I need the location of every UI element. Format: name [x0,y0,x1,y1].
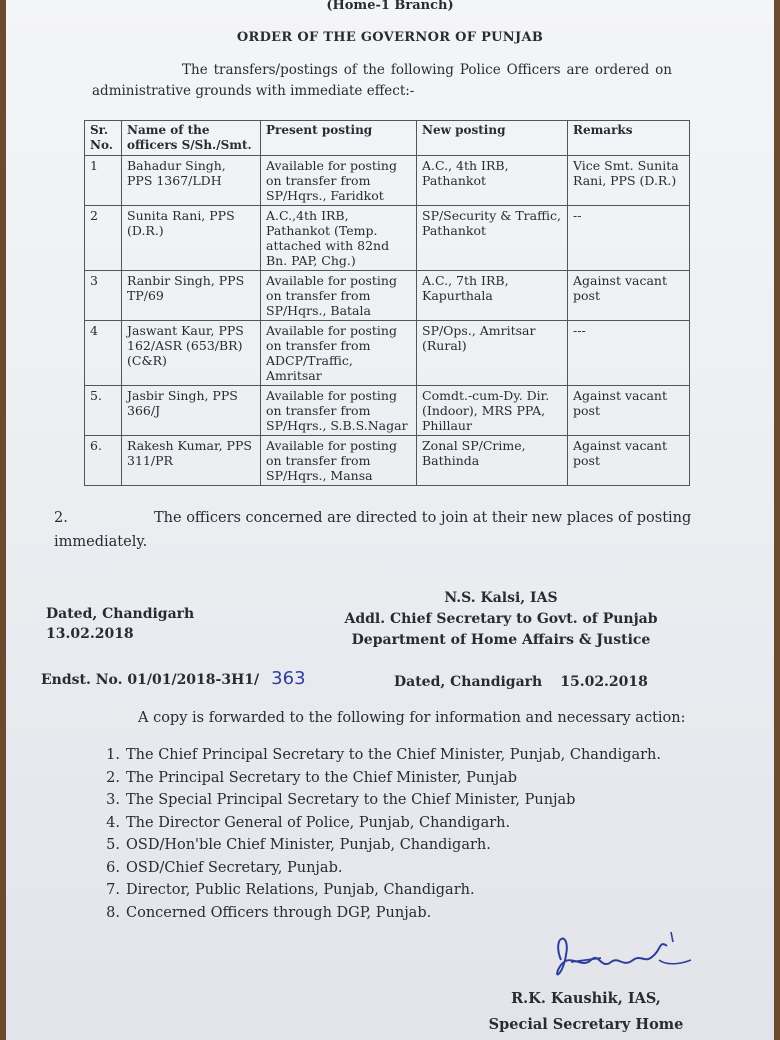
table-row [85,206,690,271]
cell-sr: 1 [85,156,122,206]
list-item: 3. The Special Principal Secretary to the Chief Minister, Punjab [106,792,576,808]
cell-present: Available for posting on transfer from SP/Hqrs., Faridkot [261,156,417,206]
table-row [85,156,690,206]
cell-present: Available for posting on transfer from SP/Hqrs., Batala [261,271,417,321]
signatory-name: R.K. Kaushik, IAS, [511,990,661,1007]
cell-new: A.C., 7th IRB, Kapurthala [417,271,568,321]
order-date: 13.02.2018 [46,626,134,642]
handwritten-number: 363 [271,668,306,689]
endorsement-date [394,674,648,690]
signatory-department: Department of Home Affairs & Justice [351,632,651,648]
header-new-posting: New posting [417,121,568,156]
copy-forwarded-line: A copy is forwarded to the following for information and necessary action: [138,710,686,726]
header-sr-no: Sr. No. [85,121,122,156]
paragraph-number: 2. [54,510,68,526]
intro-paragraph: The transfers/postings of the following Police Officers are ordered on administrative grounds with immediate effect:- [92,62,672,99]
header-name: Name of the officers S/Sh./Smt. [122,121,261,156]
paragraph-2 [54,506,694,554]
signatory-designation: Special Secretary Home [488,1016,684,1033]
cell-new: SP/Ops., Amritsar (Rural) [417,321,568,386]
table-header-row [85,121,690,156]
cell-new: Comdt.-cum-Dy. Dir. (Indoor), MRS PPA, Phillaur [417,386,568,436]
header-present-posting: Present posting [261,121,417,156]
list-item: 7. Director, Public Relations, Punjab, Chandigarh. [106,882,475,898]
paragraph-text: The officers concerned are directed to join at their new places of posting immediately. [54,510,692,550]
order-date-place: Dated, Chandigarh [46,606,195,622]
cell-name: Rakesh Kumar, PPS 311/PR [122,436,261,486]
list-item: 5. OSD/Hon'ble Chief Minister, Punjab, Chandigarh. [106,837,491,853]
postings-table [84,120,690,486]
cell-remarks: --- [568,321,690,386]
cell-present: Available for posting on transfer from SP/Hqrs., Mansa [261,436,417,486]
cell-name: Jaswant Kaur, PPS 162/ASR (653/BR) (C&R) [122,321,261,386]
list-item: 1. The Chief Principal Secretary to the Chief Minister, Punjab, Chandigarh. [106,747,662,763]
cell-remarks: -- [568,206,690,271]
endorsement-date-place: Dated, Chandigarh [394,674,543,690]
cell-new: Zonal SP/Crime, Bathinda [417,436,568,486]
cell-present: Available for posting on transfer from ADCP/Traffic, Amritsar [261,321,417,386]
endorsement-label: Endst. No. 01/01/2018-3H1/ [41,672,260,688]
endorsement-date-value: 15.02.2018 [560,674,648,690]
table-row [85,436,690,486]
signatory-name: N.S. Kalsi, IAS [444,590,558,606]
cell-name: Bahadur Singh, PPS 1367/LDH [122,156,261,206]
document-page [6,0,774,1040]
table-row [85,321,690,386]
table-row [85,271,690,321]
list-item: 6. OSD/Chief Secretary, Punjab. [106,859,343,876]
cell-new: A.C., 4th IRB, Pathankot [417,156,568,206]
signature-image [541,930,701,990]
cell-remarks: Against vacant post [568,271,690,321]
cell-present: Available for posting on transfer from SP/Hqrs., S.B.S.Nagar [261,386,417,436]
cell-sr: 5. [85,386,122,436]
cell-name: Jasbir Singh, PPS 366/J [122,386,261,436]
signatory-block-1 [341,588,661,651]
order-title: ORDER OF THE GOVERNOR OF PUNJAB [236,30,544,45]
cell-sr: 2 [85,206,122,271]
signatory-block-2 [476,986,696,1038]
cell-name: Sunita Rani, PPS (D.R.) [122,206,261,271]
recipients-list [84,744,661,924]
endorsement-number [41,668,306,689]
list-item: 2. The Principal Secretary to the Chief Minister, Punjab [106,769,518,786]
cell-sr: 4 [85,321,122,386]
header-remarks: Remarks [568,121,690,156]
cell-sr: 6. [85,436,122,486]
cell-sr: 3 [85,271,122,321]
cell-remarks: Vice Smt. Sunita Rani, PPS (D.R.) [568,156,690,206]
cell-present: A.C.,4th IRB, Pathankot (Temp. attached with 82nd Bn. PAP, Chg.) [261,206,417,271]
cell-remarks: Against vacant post [568,436,690,486]
cell-name: Ranbir Singh, PPS TP/69 [122,271,261,321]
cell-remarks: Against vacant post [568,386,690,436]
table-row [85,386,690,436]
cell-new: SP/Security & Traffic, Pathankot [417,206,568,271]
branch-heading: (Home-1 Branch) [326,0,454,13]
order-date-block [46,604,194,644]
signatory-designation: Addl. Chief Secretary to Govt. of Punjab [344,611,658,627]
list-item: 8. Concerned Officers through DGP, Punjab. [106,904,432,921]
list-item: 4. The Director General of Police, Punjab, Chandigarh. [106,814,511,831]
